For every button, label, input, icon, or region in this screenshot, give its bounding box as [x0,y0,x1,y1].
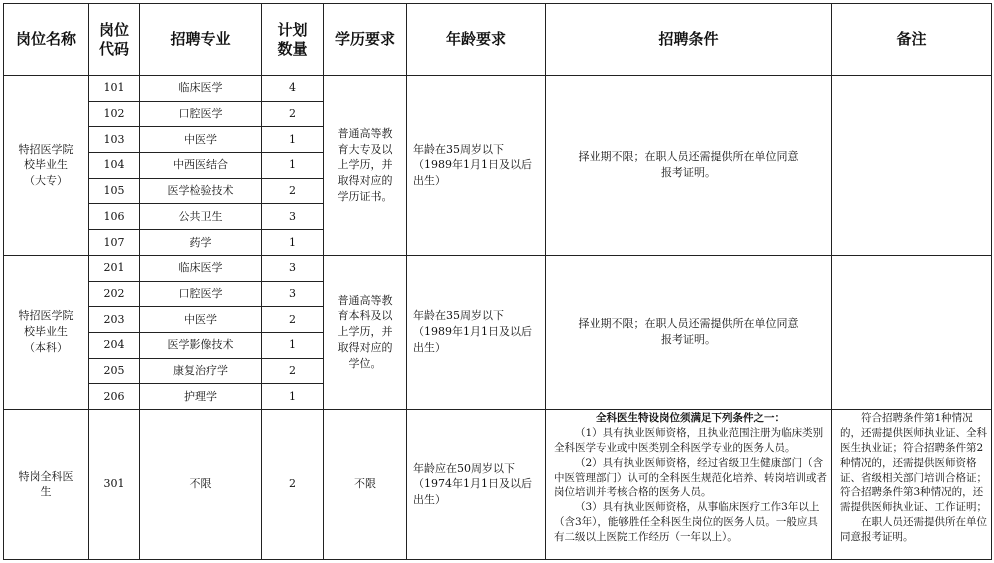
major: 医学影像技术 [140,332,262,358]
plan-count: 1 [262,230,324,256]
condition-item: （1）具有执业医师资格，且执业范围注册为临床类别全科医学专业或中医类别全科医学专业的医务人员。 [554,426,824,454]
recruitment-table [3,3,992,560]
major: 医学检验技术 [140,178,262,204]
plan-count: 3 [262,255,324,281]
header-row [4,4,992,76]
table-row [4,409,992,559]
major: 中医学 [140,127,262,153]
table-row [4,255,992,281]
plan-count: 2 [262,178,324,204]
plan-count: 2 [262,307,324,333]
position-name: 特岗全科医生 [4,409,89,559]
position-code: 102 [89,101,140,127]
major: 临床医学 [140,255,262,281]
plan-count: 2 [262,101,324,127]
condition-item: （2）具有执业医师资格，经过省级卫生健康部门（含中医管理部门）认可的全科医生规范化培养、转岗培训或者岗位培训并考核合格的医务人员。 [554,456,827,499]
conditions-title: 全科医生特设岗位须满足下列条件之一： [596,411,785,424]
remarks [832,76,992,256]
major: 不限 [140,409,262,559]
position-name: 特招医学院校毕业生（本科） [4,255,89,409]
plan-count: 2 [262,358,324,384]
remarks [832,255,992,409]
recruit-conditions: 择业期不限；在职人员还需提供所在单位同意报考证明。 [546,76,832,256]
major: 康复治疗学 [140,358,262,384]
plan-count: 4 [262,76,324,102]
position-code: 202 [89,281,140,307]
remarks [832,409,992,559]
header-major: 招聘专业 [140,4,262,76]
header-notes: 备注 [832,4,992,76]
position-name: 特招医学院校毕业生（大专） [4,76,89,256]
plan-count: 2 [262,409,324,559]
plan-count: 1 [262,153,324,179]
major: 口腔医学 [140,101,262,127]
major: 临床医学 [140,76,262,102]
education-requirement: 不限 [324,409,407,559]
header-count: 计划数量 [262,4,324,76]
major: 中医学 [140,307,262,333]
position-code: 205 [89,358,140,384]
header-position: 岗位名称 [4,4,89,76]
plan-count: 1 [262,127,324,153]
plan-count: 3 [262,281,324,307]
position-code: 106 [89,204,140,230]
header-code: 岗位代码 [89,4,140,76]
condition-item: （3）具有执业医师资格，从事临床医疗工作3年以上（含3年），能够胜任全科医生岗位的医务人员。一般应具有二级以上医院工作经历（一年以上）。 [554,501,820,544]
education-requirement: 普通高等教育本科及以上学历，并取得对应的学位。 [324,255,407,409]
table-row [4,76,992,102]
position-code: 201 [89,255,140,281]
plan-count: 1 [262,332,324,358]
position-code: 204 [89,332,140,358]
position-code: 203 [89,307,140,333]
education-requirement: 普通高等教育大专及以上学历，并取得对应的学历证书。 [324,76,407,256]
plan-count: 1 [262,384,324,410]
position-code: 103 [89,127,140,153]
plan-count: 3 [262,204,324,230]
major: 护理学 [140,384,262,410]
position-code: 107 [89,230,140,256]
position-code: 301 [89,409,140,559]
age-requirement: 年龄应在50周岁以下（1974年1月1日及以后出生） [407,409,546,559]
major: 药学 [140,230,262,256]
position-code: 104 [89,153,140,179]
remark-item: 在职人员还需提供所在单位同意报考证明。 [840,516,987,544]
age-requirement: 年龄在35周岁以下（1989年1月1日及以后出生） [407,76,546,256]
age-requirement: 年龄在35周岁以下（1989年1月1日及以后出生） [407,255,546,409]
major: 口腔医学 [140,281,262,307]
header-education: 学历要求 [324,4,407,76]
position-code: 101 [89,76,140,102]
major: 公共卫生 [140,204,262,230]
major: 中西医结合 [140,153,262,179]
remark-item: 符合招聘条件第1种情况的，还需提供医师执业证、全科医生执业证；符合招聘条件第2种情况的，还需提供医师资格证、省级相关部门培训合格证；符合招聘条件第3种情况的，还需提供医师执业证、工作证明； [840,411,987,514]
recruit-conditions [546,409,832,559]
position-code: 105 [89,178,140,204]
header-conditions: 招聘条件 [546,4,832,76]
position-code: 206 [89,384,140,410]
header-age: 年龄要求 [407,4,546,76]
recruit-conditions: 择业期不限；在职人员还需提供所在单位同意报考证明。 [546,255,832,409]
